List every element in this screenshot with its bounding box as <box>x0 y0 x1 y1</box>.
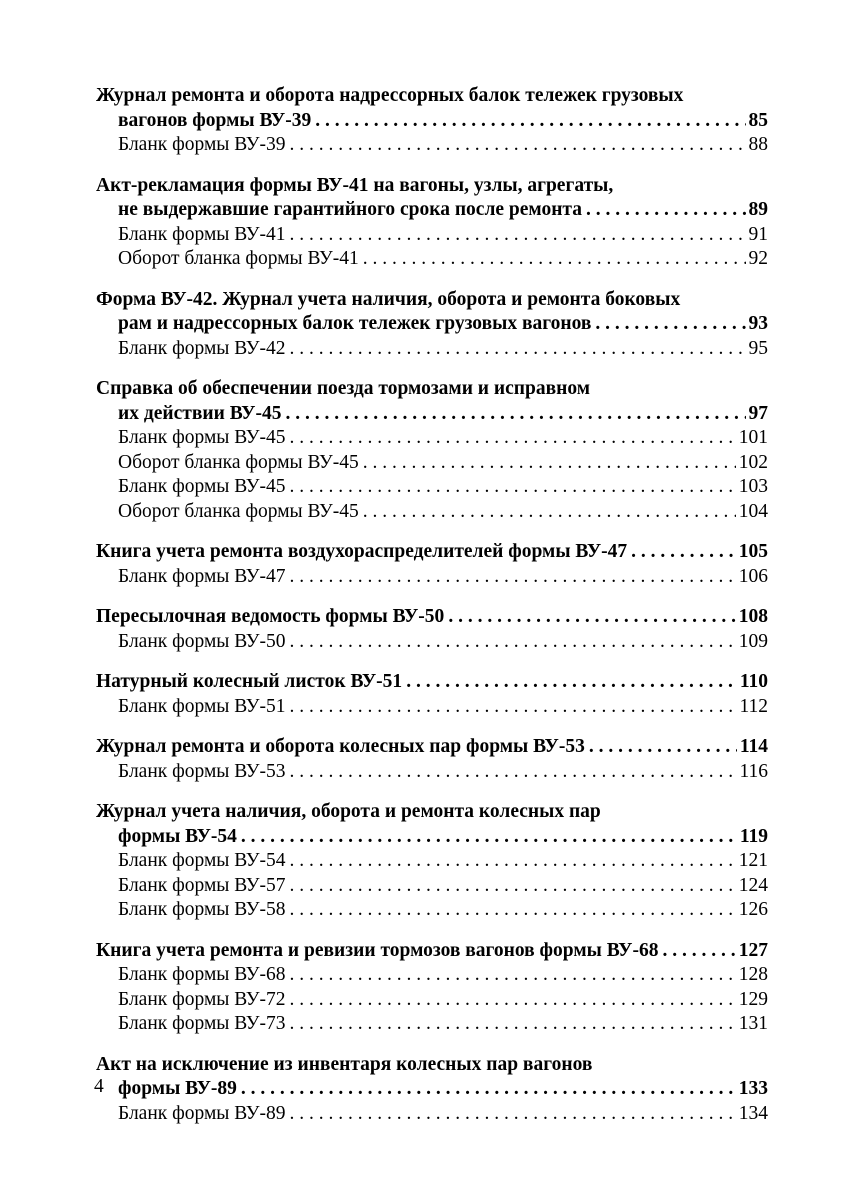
toc-entry-title-text: Книга учета ремонта воздухораспределителей формы ВУ-47 <box>96 541 628 562</box>
toc-subentry-label: Бланк формы ВУ-53 <box>118 760 286 782</box>
toc-subentry <box>96 337 768 362</box>
toc-entry <box>96 1053 768 1127</box>
toc-subentry-label: Бланк формы ВУ-45 <box>118 427 286 448</box>
table-of-contents <box>96 84 768 1142</box>
dot-leader <box>363 500 736 525</box>
dot-leader <box>315 109 745 134</box>
toc-subentry <box>96 695 768 720</box>
toc-subentry-label: Бланк формы ВУ-73 <box>118 1013 286 1034</box>
toc-entry-title <box>96 1053 768 1078</box>
toc-subentry-page: 91 <box>748 223 768 245</box>
toc-entry-title-text: Пересылочная ведомость формы ВУ-50 <box>96 606 445 627</box>
dot-leader <box>290 760 737 785</box>
toc-subentry <box>96 1012 768 1037</box>
toc-entry-page: 127 <box>738 939 768 961</box>
toc-subentry <box>96 133 768 158</box>
toc-entry-title <box>96 735 768 760</box>
toc-subentry-label: Бланк формы ВУ-41 <box>118 223 286 245</box>
dot-leader <box>290 874 736 899</box>
toc-subentry-page: 88 <box>748 134 768 155</box>
toc-subentry-label: Бланк формы ВУ-45 <box>118 476 286 497</box>
dot-leader <box>290 849 736 874</box>
dot-leader <box>406 670 737 695</box>
toc-subentry <box>96 500 768 525</box>
toc-entry <box>96 540 768 589</box>
toc-entry-title-continuation <box>96 109 768 134</box>
toc-entry-title-text: вагонов формы ВУ-39 <box>118 109 312 131</box>
dot-leader <box>241 1077 736 1102</box>
toc-entry-title-text: Справка об обеспечении поезда тормозами и исправном <box>96 378 591 399</box>
toc-entry <box>96 800 768 923</box>
toc-entry <box>96 735 768 784</box>
dot-leader <box>662 939 735 964</box>
dot-leader <box>595 312 745 337</box>
toc-entry-title-text: Журнал ремонта и оборота надрессорных балок тележек грузовых <box>96 85 684 106</box>
toc-subentry-page: 92 <box>748 248 768 269</box>
toc-subentry-label: Бланк формы ВУ-51 <box>118 695 286 717</box>
toc-entry-title-text: их действии ВУ-45 <box>118 402 282 424</box>
toc-subentry <box>96 1102 768 1127</box>
toc-subentry-page: 124 <box>738 874 768 896</box>
toc-subentry-page: 128 <box>738 964 768 985</box>
toc-subentry <box>96 451 768 476</box>
toc-subentry-label: Бланк формы ВУ-72 <box>118 988 286 1010</box>
toc-entry-title-text: Книга учета ремонта и ревизии тормозов вагонов формы ВУ-68 <box>96 939 659 961</box>
toc-subentry-page: 106 <box>738 565 768 587</box>
toc-subentry-page: 101 <box>738 427 768 448</box>
toc-entry <box>96 670 768 719</box>
toc-entry-title-text: Натурный колесный листок ВУ-51 <box>96 671 403 692</box>
toc-subentry-label: Бланк формы ВУ-50 <box>118 630 286 652</box>
toc-subentry-page: 112 <box>739 695 768 717</box>
toc-entry-title-text: не выдержавшие гарантийного срока после ремонта <box>118 199 583 220</box>
toc-entry-page: 110 <box>739 671 768 692</box>
dot-leader <box>290 898 736 923</box>
toc-entry-title-text: формы ВУ-89 <box>118 1078 237 1099</box>
toc-entry-title <box>96 84 768 109</box>
dot-leader <box>290 133 746 158</box>
toc-entry-title <box>96 174 768 199</box>
toc-entry-title <box>96 670 768 695</box>
toc-subentry <box>96 223 768 248</box>
toc-subentry <box>96 565 768 590</box>
toc-subentry <box>96 760 768 785</box>
toc-entry-title <box>96 288 768 313</box>
toc-subentry-label: Бланк формы ВУ-47 <box>118 565 286 587</box>
toc-entry-title-text: формы ВУ-54 <box>118 825 237 847</box>
toc-entry-page: 108 <box>738 606 768 627</box>
toc-entry <box>96 605 768 654</box>
toc-subentry-page: 131 <box>738 1013 768 1034</box>
toc-subentry-page: 109 <box>738 630 768 652</box>
dot-leader <box>290 426 736 451</box>
toc-subentry-label: Оборот бланка формы ВУ-41 <box>118 248 359 269</box>
dot-leader <box>631 540 736 565</box>
toc-entry-title-text: рам и надрессорных балок тележек грузовых вагонов <box>118 313 592 334</box>
dot-leader <box>363 451 736 476</box>
page-number: 4 <box>94 1076 104 1097</box>
toc-entry-title-text: Журнал учета наличия, оборота и ремонта колесных пар <box>96 801 601 822</box>
toc-subentry-page: 116 <box>739 760 768 782</box>
toc-subentry <box>96 849 768 874</box>
toc-entry-page: 93 <box>748 313 768 334</box>
toc-subentry-label: Бланк формы ВУ-89 <box>118 1102 286 1124</box>
toc-entry-page: 114 <box>739 736 768 757</box>
toc-entry-title-text: Акт на исключение из инвентаря колесных пар вагонов <box>96 1053 593 1075</box>
toc-entry-page: 85 <box>748 109 768 131</box>
toc-entry-page: 89 <box>748 199 768 220</box>
toc-subentry-page: 102 <box>738 451 768 473</box>
toc-subentry <box>96 426 768 451</box>
toc-subentry <box>96 475 768 500</box>
toc-entry-title-text: Акт-рекламация формы ВУ-41 на вагоны, узлы, агрегаты, <box>96 174 614 196</box>
dot-leader <box>448 605 735 630</box>
toc-subentry <box>96 963 768 988</box>
toc-entry-title-continuation <box>96 825 768 850</box>
toc-subentry-label: Бланк формы ВУ-54 <box>118 850 286 871</box>
dot-leader <box>290 963 736 988</box>
toc-entry-page: 97 <box>748 402 768 424</box>
toc-entry-title <box>96 939 768 964</box>
toc-subentry-page: 129 <box>738 988 768 1010</box>
toc-entry-title-text: Журнал ремонта и оборота колесных пар формы ВУ-53 <box>96 736 585 757</box>
dot-leader <box>285 402 745 427</box>
toc-entry-title-continuation <box>96 198 768 223</box>
toc-subentry <box>96 988 768 1013</box>
toc-subentry <box>96 874 768 899</box>
toc-entry <box>96 377 768 524</box>
dot-leader <box>290 630 736 655</box>
dot-leader <box>290 695 737 720</box>
toc-subentry-page: 134 <box>738 1102 768 1124</box>
toc-entry <box>96 84 768 158</box>
toc-entry <box>96 939 768 1037</box>
toc-subentry-page: 126 <box>738 899 768 920</box>
dot-leader <box>586 198 745 223</box>
toc-subentry-label: Бланк формы ВУ-39 <box>118 134 286 155</box>
toc-entry-title-continuation <box>96 402 768 427</box>
toc-entry-title-continuation <box>96 312 768 337</box>
toc-subentry-label: Бланк формы ВУ-57 <box>118 874 286 896</box>
toc-entry <box>96 288 768 362</box>
toc-subentry-page: 121 <box>738 850 768 871</box>
dot-leader <box>290 475 736 500</box>
dot-leader <box>290 223 746 248</box>
dot-leader <box>290 988 736 1013</box>
toc-entry <box>96 174 768 272</box>
toc-entry-title-continuation <box>96 1077 768 1102</box>
toc-subentry-label: Оборот бланка формы ВУ-45 <box>118 500 359 522</box>
dot-leader <box>589 735 737 760</box>
dot-leader <box>290 1102 736 1127</box>
toc-subentry-page: 103 <box>738 476 768 497</box>
toc-entry-title <box>96 800 768 825</box>
toc-entry-title <box>96 540 768 565</box>
dot-leader <box>241 825 737 850</box>
toc-entry-page: 133 <box>738 1078 768 1099</box>
toc-entry-page: 119 <box>739 825 768 847</box>
dot-leader <box>290 565 736 590</box>
toc-subentry-label: Бланк формы ВУ-42 <box>118 337 286 359</box>
toc-subentry-page: 95 <box>748 337 768 359</box>
toc-subentry <box>96 630 768 655</box>
dot-leader <box>290 337 746 362</box>
toc-entry-title-text: Форма ВУ-42. Журнал учета наличия, оборота и ремонта боковых <box>96 288 681 310</box>
toc-entry-title <box>96 605 768 630</box>
toc-subentry-label: Бланк формы ВУ-58 <box>118 899 286 920</box>
toc-entry-page: 105 <box>738 541 768 562</box>
dot-leader <box>363 247 746 272</box>
toc-subentry-label: Оборот бланка формы ВУ-45 <box>118 451 359 473</box>
toc-subentry <box>96 247 768 272</box>
toc-subentry <box>96 898 768 923</box>
toc-entry-title <box>96 377 768 402</box>
toc-subentry-page: 104 <box>738 500 768 522</box>
dot-leader <box>290 1012 736 1037</box>
toc-subentry-label: Бланк формы ВУ-68 <box>118 964 286 985</box>
